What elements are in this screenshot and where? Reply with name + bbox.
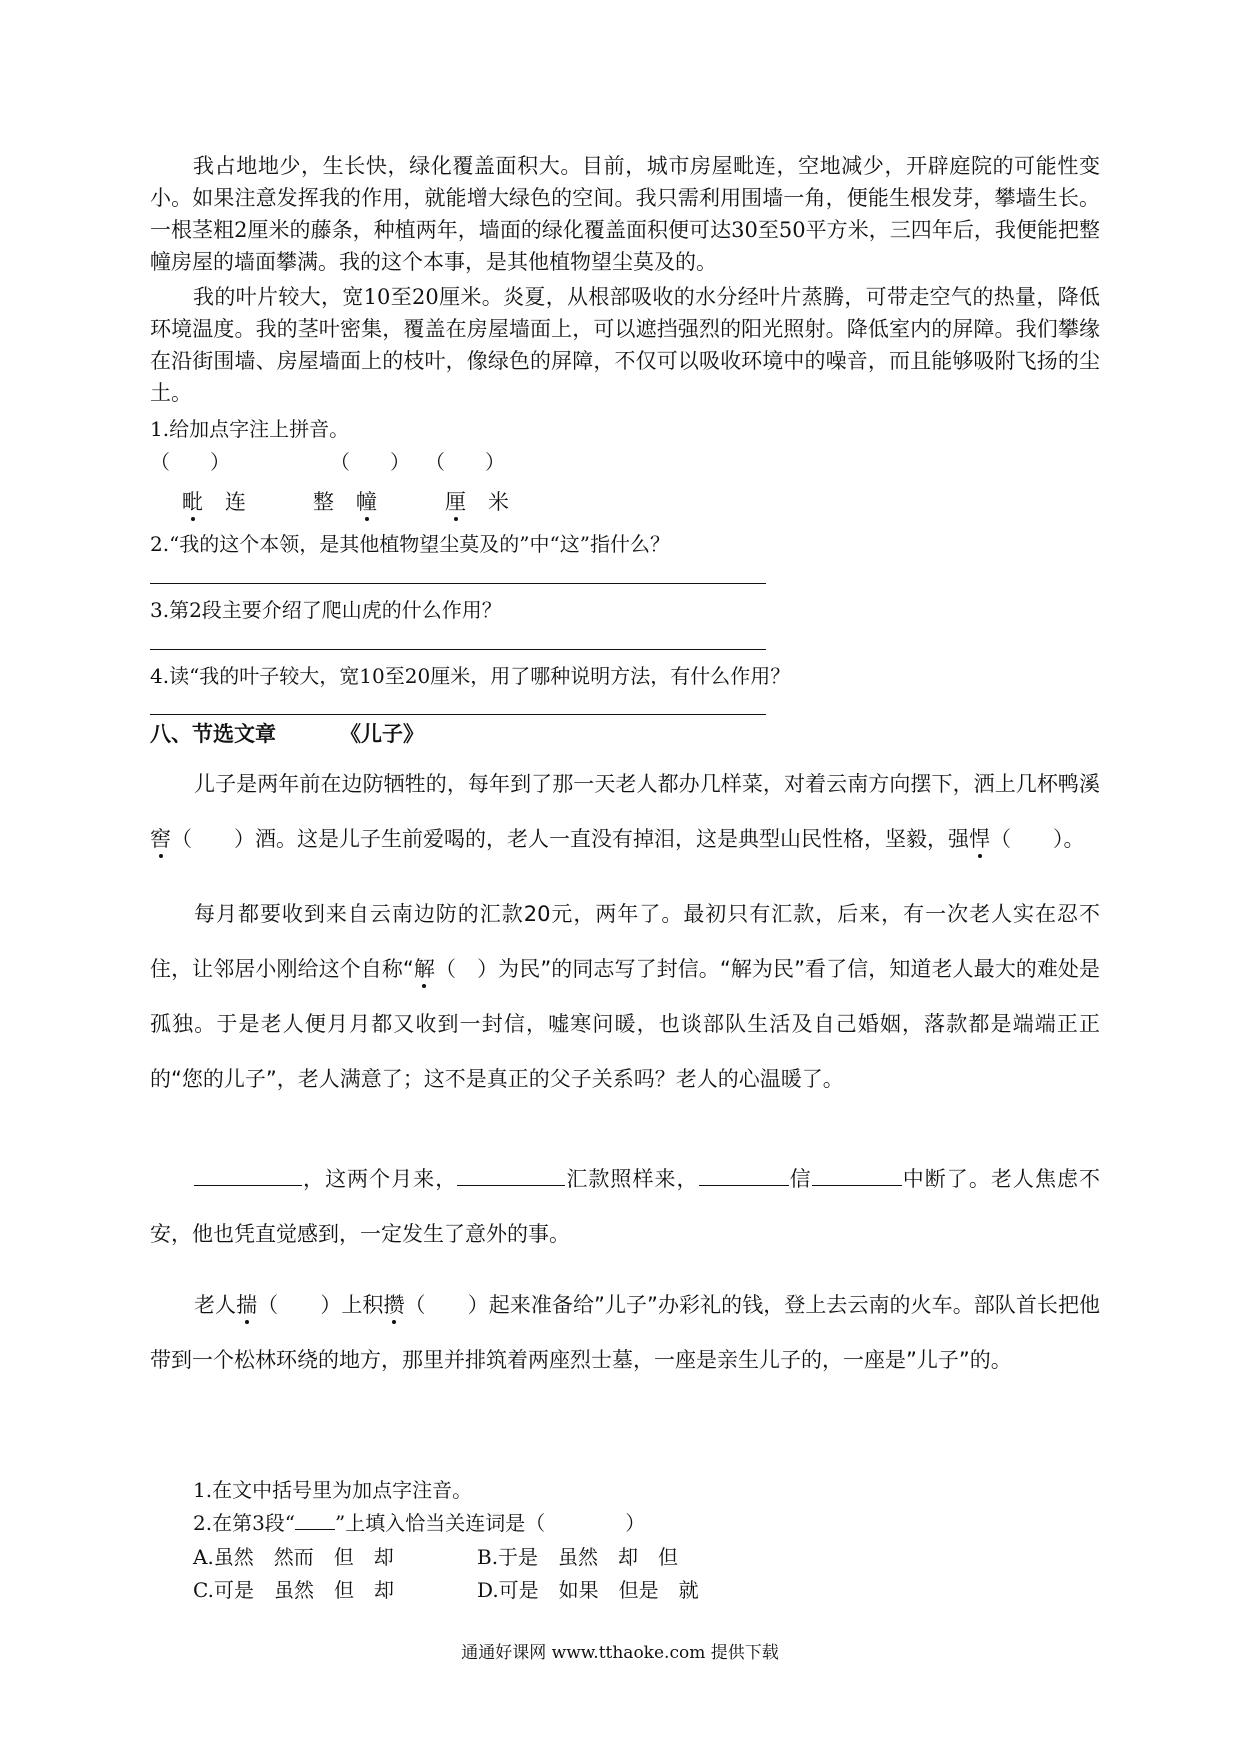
pinyin-slot-1: （ ） [150, 450, 230, 474]
word-item [445, 486, 509, 516]
answer-line [150, 649, 766, 650]
article-paragraph-4: 老人揣（ ）上积攒（ ）起来准备给”儿子”办彩礼的钱，登上去云南的火车。部队首长把他带到一个松林环绕的地方，那里并排筑着两座烈士墓，一座是亲生儿子的，一座是”儿子”的。 [150, 1293, 1101, 1372]
fill-blank [457, 1167, 565, 1186]
pinyin-slot-2: （ ） [330, 450, 410, 474]
article-paragraph-1: 儿子是两年前在边防牺牲的，每年到了那一天老人都办几样菜，对着云南方向摆下，洒上几杯鸭溪窖（ ）酒。这是儿子生前爱喝的，老人一直没有掉泪，这是典型山民性格，坚毅，强悍（ ）。 [150, 772, 1100, 851]
article-paragraph-2: 每月都要收到来自云南边防的汇款20元，两年了。最初只有汇款，后来，有一次老人实在忍不住，让邻居小刚给这个自称“解（ ）为民”的同志写了封信。“解为民”看了信，知道老人最大的难处是孤独。于是老人便月月都又收到一封信，嘘寒问暖，也谈部队生活及自己婚姻，落款都是端端正正的“您的儿子”，老人满意了；这不是真正的父子关系吗？老人的心温暖了。 [150, 902, 1101, 1091]
fill-blank [295, 1511, 335, 1530]
fill-blank [699, 1167, 789, 1186]
section-title [150, 718, 424, 748]
dotted-char: 解 [413, 957, 435, 981]
dotted-char: 幢 [356, 490, 377, 514]
option-d: D.可是 如果 但是 就 [477, 1578, 699, 1602]
option-b: B.于是 虽然 却 但 [477, 1545, 679, 1569]
article-question-2: 2.在第3段“ ”上填入恰当关连词是（ ） [193, 1511, 646, 1535]
fill-blank [194, 1167, 302, 1186]
plain-char: 整 [313, 490, 334, 514]
article-paragraph-3: ，这两个月来， 汇款照样来， 信 中断了。老人焦虑不安，他也凭直觉感到，一定发生了意外的事。 [150, 1167, 1101, 1246]
dotted-char: 悍 [969, 827, 990, 851]
passage1-question-1: 1.给加点字注上拼音。 [150, 417, 350, 441]
dotted-char: 攒 [383, 1293, 405, 1317]
passage1-question-2: 2.“我的这个本领，是其他植物望尘莫及的”中“这”指什么？ [150, 532, 670, 556]
dotted-char: 厘 [445, 490, 466, 514]
plain-char: 连 [225, 490, 246, 514]
passage1-paragraph-1: 我占地地少，生长快，绿化覆盖面积大。目前，城市房屋毗连，空地减少，开辟庭院的可能性变小。如果注意发挥我的作用，就能增大绿色的空间。我只需利用围墙一角，便能生根发芽，攀墙生长。一根茎粗2厘米的藤条，种植两年，墙面的绿化覆盖面积便可达30至50平方米，三四年后，我便能把整幢房屋的墙面攀满。我的这个本事，是其他植物望尘莫及的。 [150, 154, 1100, 274]
word-item [182, 486, 246, 516]
passage1-question-3: 3.第2段主要介绍了爬山虎的什么作用？ [150, 598, 502, 622]
dotted-char: 窖 [150, 827, 171, 851]
option-c: C.可是 虽然 但 却 [193, 1578, 394, 1602]
pinyin-slot-3: （ ） [425, 450, 505, 474]
passage1-paragraph-2: 我的叶片较大，宽10至20厘米。炎夏，从根部吸收的水分经叶片蒸腾，可带走空气的热量，降低环境温度。我的茎叶密集，覆盖在房屋墙面上，可以遮挡强烈的阳光照射。降低室内的屏障。我们攀缘在沿街围墙、房屋墙面上的枝叶，像绿色的屏障，不仅可以吸收环境中的噪音，而且能够吸附飞扬的尘土。 [150, 285, 1100, 405]
answer-line [150, 714, 766, 715]
word-item [313, 486, 377, 516]
page-footer: 通通好课网 www.tthaoke.com 提供下载 [461, 1643, 779, 1663]
article-title: 《儿子》 [340, 722, 424, 746]
section-heading: 八、节选文章 [150, 722, 276, 746]
fill-blank [812, 1167, 902, 1186]
option-a: A.虽然 然而 但 却 [193, 1545, 394, 1569]
article-question-1: 1.在文中括号里为加点字注音。 [193, 1478, 473, 1502]
passage1-question-4: 4.读“我的叶子较大，宽10至20厘米，用了哪种说明方法，有什么作用？ [150, 664, 791, 688]
answer-line [150, 583, 766, 584]
plain-char: 米 [488, 490, 509, 514]
dotted-char: 毗 [182, 490, 203, 514]
dotted-char: 揣 [236, 1293, 258, 1317]
